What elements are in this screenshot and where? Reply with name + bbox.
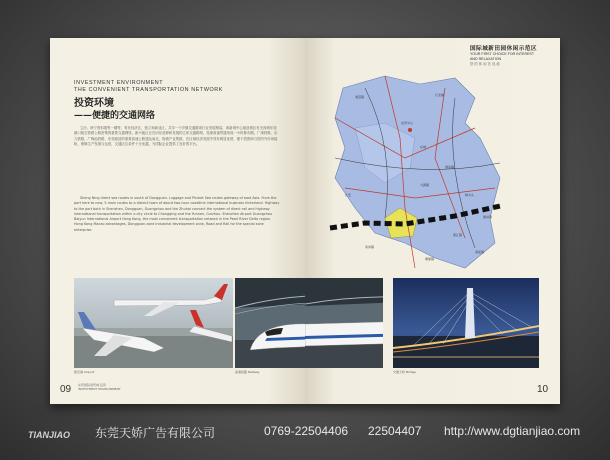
- photo-airport: [74, 278, 233, 368]
- map-label: 大朗镇: [420, 183, 430, 187]
- photo-caption-railway: 高速铁路 Railway: [235, 370, 260, 374]
- photo-train-right-half: [305, 278, 383, 368]
- page-title: 投资环境: [74, 98, 114, 109]
- map-label: 道滘镇: [355, 95, 365, 99]
- footer-phone-1: 0769-22504406: [264, 424, 349, 438]
- map-center-marker: [408, 128, 412, 132]
- map-label: 长安: [345, 193, 352, 197]
- map-label: 樟木头: [465, 193, 475, 197]
- page-footnote-left: 东莞国际商贸城 投资 INVESTMENT ENVIRONMENT: [78, 383, 121, 391]
- map-label: 塘厦镇: [425, 257, 435, 261]
- page-number-right: 10: [537, 384, 549, 395]
- page-number-left: 09: [60, 384, 72, 395]
- brand-logo-en-1: YOUR FIRST CHOICE FOR INTEREST: [470, 52, 535, 56]
- photo-caption-airport: 航空港 Airport: [74, 370, 95, 374]
- brand-logo-cn: 国际城新田园休闲示范区: [470, 46, 538, 52]
- map-label: 谢岗镇: [483, 215, 493, 219]
- section-title-en: INVESTMENT ENVIRONMENT: [74, 80, 164, 86]
- map-label: 东莞中心: [401, 121, 414, 125]
- map-label: 石龙镇: [435, 93, 445, 97]
- brand-logo-block: [470, 44, 550, 66]
- map-region: [335, 76, 500, 268]
- map-label: 凤岗镇: [365, 245, 375, 249]
- footer-website-link[interactable]: http://www.dgtianjiao.com: [444, 424, 581, 438]
- brochure-spread: [50, 38, 560, 404]
- photo-train-left-half: [235, 278, 305, 368]
- footer-company-name: 东莞天娇广告有限公司: [95, 426, 216, 440]
- photo-caption-bridge: 交通大桥 Bridge: [393, 370, 416, 374]
- footer-brand-logo: TIANJIAO: [28, 430, 71, 440]
- left-page: [50, 38, 305, 404]
- body-paragraph-en: Sheng Ning direct sea routes in south of Dongguan. Luggage and Phuket Sea routes gateway of east Asia. From the port here to now, 5 main routes to a district town of about two-hour coastline international business hinterland. Highway to the port both in Shenzhen, Dongguan, Guangzhou and the Zhuhai connect the system of direct rail and highway international transportation within a city circle to Chongqing and the Yunnan, Guizhou. Shenzhen Airport Guangzhou Baiyun International Airport Hong Kong, the most convenient transportation network in the Pearl River Delta region. Hong Kong Macao advantages, Dongguan zone industrial development zone, Road and Rail for the special zone enterprise.: [74, 196, 280, 232]
- right-page: [305, 38, 560, 404]
- footer-phone-2: 22504407: [368, 424, 422, 438]
- section-subtitle-en: THE CONVENIENT TRANSPORTATION NETWORK: [74, 87, 223, 93]
- photo-bridge: [393, 278, 539, 368]
- map-label: 黄江镇: [453, 233, 463, 237]
- body-paragraph-cn: 立沙、珍宁资料展等一期等，粤东经济区，独立和商业区，共享一个乡镇交通数项行业发展格局，该新城中心枢纽城区有关深圳东莞港口航空铁路公路密集的重要交通网络，新兴地区正在向东延伸和发展的立体交通路网，莞深高速贯通形成一小时都市圈。广深铁路、京九铁路、广梅汕铁路、东莞枢纽的重要高速公路通达南北，物流产业集群，在区域经济发展中具有明显优势，便于投资商与国内外市场接轨，保障生产发展与运营，交通区位条件十分优越，为国际企业提供了良好的平台。: [74, 126, 278, 146]
- brand-logo-slogan: 您的休闲首选地: [470, 62, 501, 66]
- map-label: 寮步镇: [445, 165, 455, 169]
- map-label: 东城: [420, 145, 427, 149]
- page-subtitle: ——便捷的交通网络: [74, 111, 156, 121]
- map-label: 清溪镇: [475, 250, 485, 254]
- traffic-map: [325, 68, 520, 273]
- brand-logo-en-2: AND RELAXATION: [470, 56, 502, 61]
